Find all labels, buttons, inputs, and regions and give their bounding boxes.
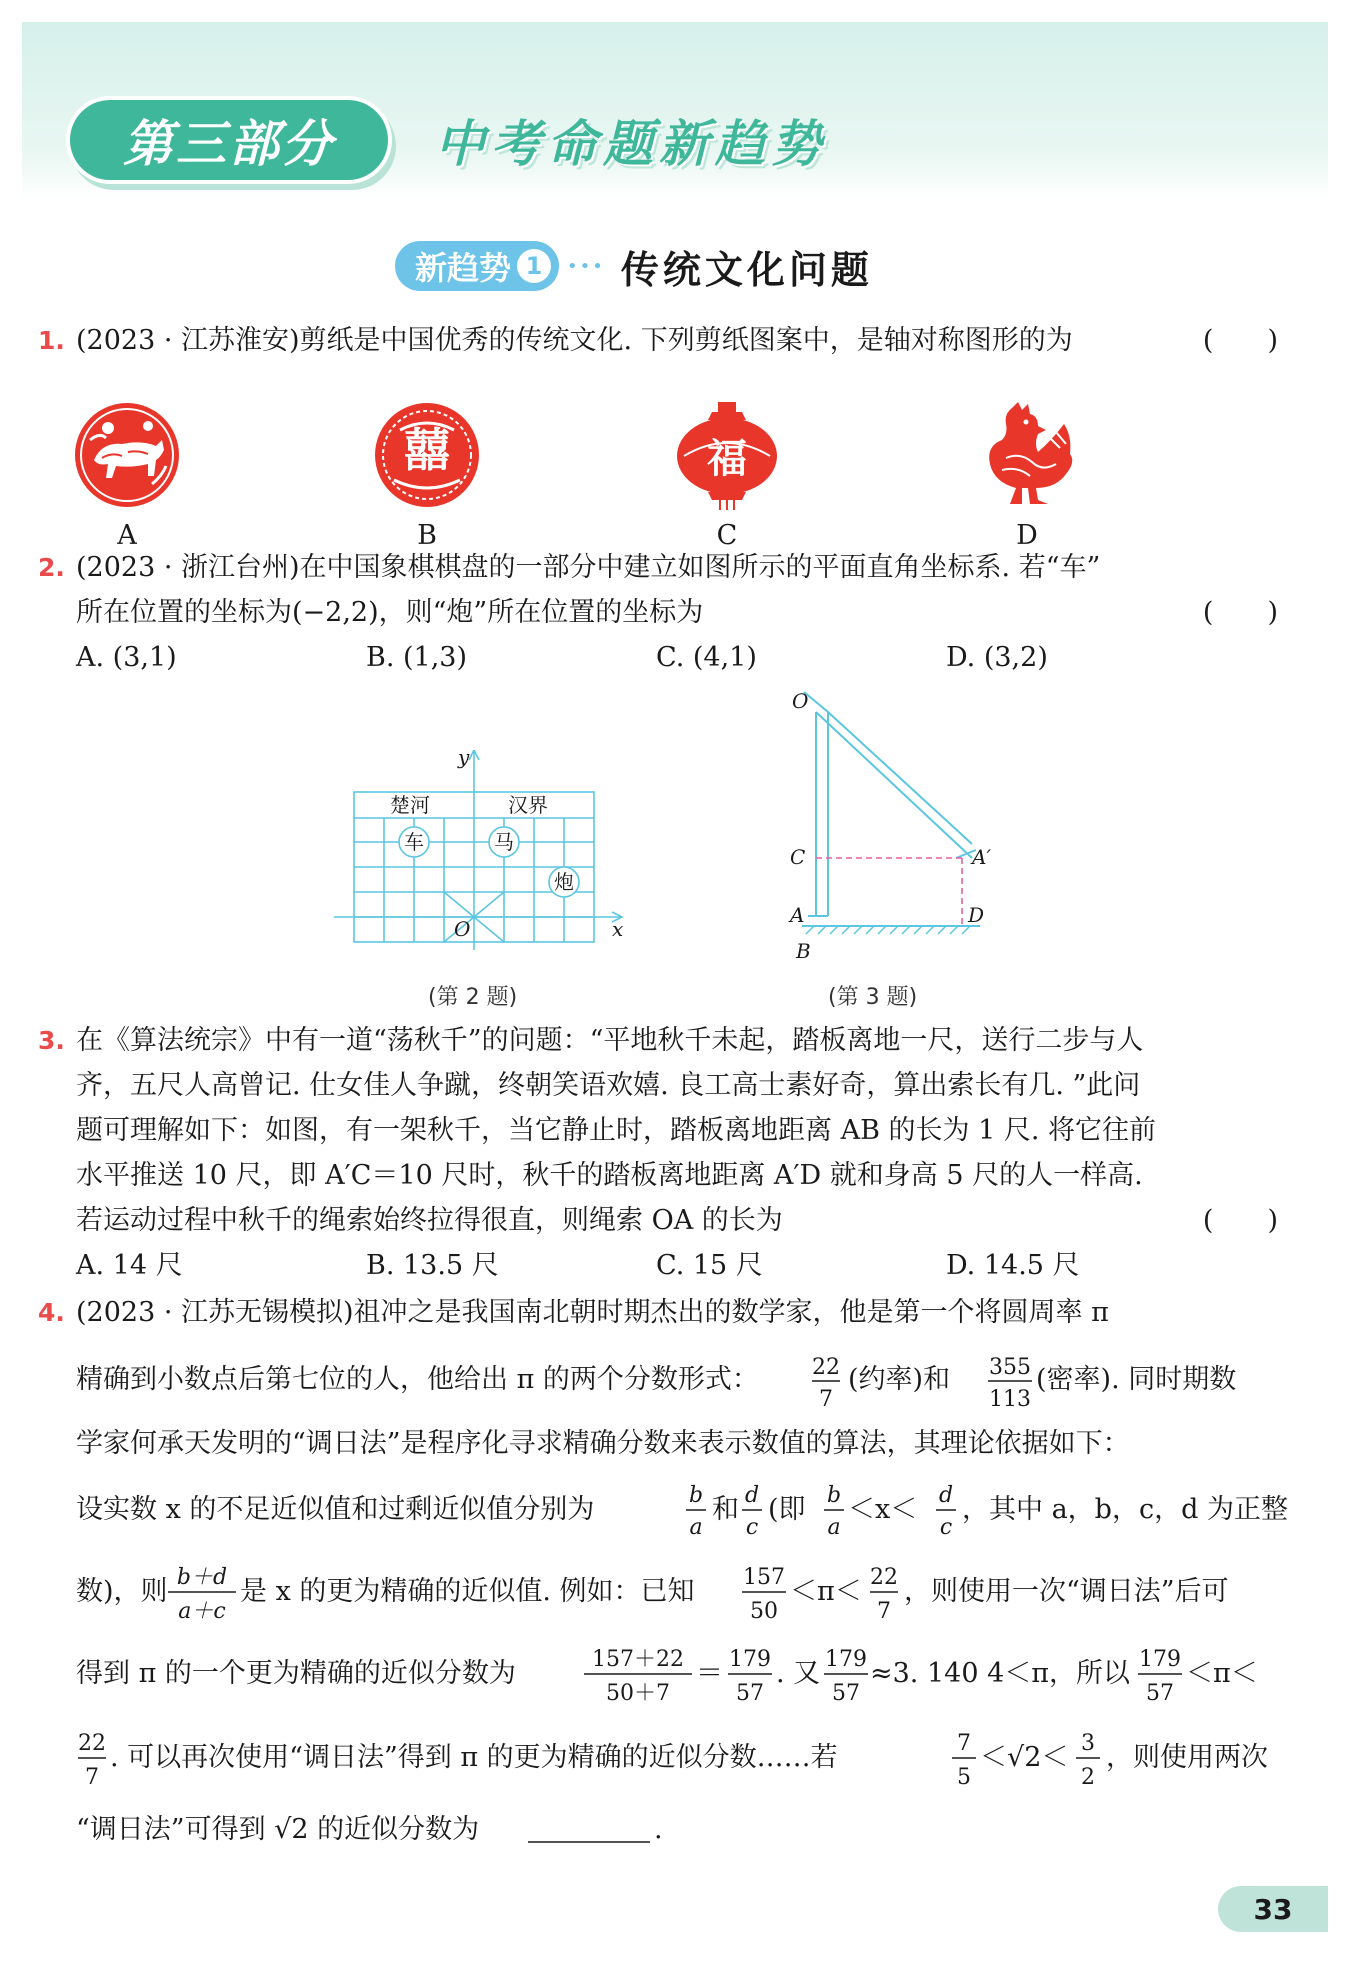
options-row — [76, 635, 1278, 680]
option-label: B — [417, 520, 437, 551]
question-text-line: 若运动过程中秋千的绳索始终拉得很直，则绳索 OA 的长为 — [76, 1205, 783, 1236]
q4-line2-c: (密率). 同时期数 — [1036, 1364, 1237, 1395]
question-text-line: 齐，五尺人高曾记. 仕女佳人争蹴，终朝笑语欢嬉. 良工高士素好奇，算出索长有几. ”此问 — [76, 1070, 1141, 1101]
topic-title: 传统文化问题 — [620, 247, 873, 292]
label-c: C — [790, 845, 806, 869]
option-a: A. (3,1) — [76, 642, 177, 673]
svg-text:179: 179 — [1139, 1647, 1181, 1672]
svg-text:b: b — [826, 1483, 842, 1508]
svg-text:157＋22: 157＋22 — [592, 1647, 684, 1672]
label-b: B — [796, 939, 811, 963]
part-label: 第三部分 — [70, 100, 388, 180]
svg-text:c: c — [745, 1515, 759, 1540]
glyph-fu: 福 — [707, 436, 747, 482]
q4-line5-a: 数)，则 — [76, 1576, 168, 1607]
option-b: B. 13.5 尺 — [366, 1250, 499, 1281]
svg-text:57: 57 — [1146, 1681, 1174, 1706]
svg-text:57: 57 — [832, 1681, 860, 1706]
svg-text:a＋c: a＋c — [178, 1599, 226, 1624]
topic-heading — [395, 240, 873, 292]
svg-text:d: d — [938, 1483, 954, 1508]
question-text-line: 水平推送 10 尺，即 A′C＝10 尺时，秋千的踏板离地距离 A′D 就和身高 5 尺的人一样高. — [76, 1160, 1143, 1191]
option-c: C. 15 尺 — [656, 1250, 763, 1281]
question-number: 1. — [38, 326, 65, 355]
rooster-paper-cut-icon — [972, 400, 1082, 510]
label-d: D — [968, 903, 985, 927]
piece-ma: 马 — [494, 830, 514, 854]
label-a-prime: A′ — [972, 845, 991, 869]
svg-text:7: 7 — [819, 1387, 833, 1412]
q4-line8-b: . — [654, 1814, 663, 1845]
option-a: A. 14 尺 — [76, 1250, 183, 1281]
lantern-fu-paper-cut-icon — [672, 400, 782, 510]
svg-text:57: 57 — [736, 1681, 764, 1706]
option-b: B. (1,3) — [366, 642, 468, 673]
options-row — [76, 1243, 1278, 1288]
q4-line4-c: (即 — [768, 1494, 806, 1525]
option-d: D. 14.5 尺 — [946, 1250, 1080, 1281]
part-title: 中考命题新趋势 — [435, 115, 827, 173]
svg-text:50: 50 — [750, 1599, 778, 1624]
figure-3-caption: (第 3 题) — [828, 985, 918, 1010]
option-a — [72, 400, 182, 551]
svg-text:157: 157 — [743, 1565, 785, 1590]
option-b — [372, 400, 482, 551]
q4-line6-a: 得到 π 的一个更为精确的近似分数为 — [76, 1658, 516, 1689]
svg-text:22: 22 — [78, 1731, 106, 1756]
q4-line6-e: ＜π＜ — [1186, 1658, 1258, 1689]
topic-dots: ••• — [567, 255, 605, 277]
question-4-math-body — [0, 1330, 1350, 1870]
svg-text:c: c — [939, 1515, 953, 1540]
glyph-double-happiness: 囍 — [404, 423, 450, 477]
label-a: A — [790, 903, 805, 927]
q4-line3: 学家何承天发明的“调日法”是程序化寻求精确分数来表示数值的算法，其理论依据如下： — [76, 1428, 1130, 1459]
question-text-line: 题可理解如下：如图，有一架秋千，当它静止时，踏板离地距离 AB 的长为 1 尺. 将它往前 — [76, 1115, 1157, 1146]
svg-text:b: b — [688, 1483, 704, 1508]
han-border-label: 汉界 — [508, 793, 548, 817]
q4-line2-a: 精确到小数点后第七位的人，他给出 π 的两个分数形式： — [76, 1364, 759, 1395]
question-4 — [38, 1290, 1278, 1335]
topic-number: 1 — [517, 249, 551, 283]
question-number: 2. — [38, 553, 65, 582]
y-axis-label: y — [458, 750, 470, 769]
option-c: C. (4,1) — [656, 642, 757, 673]
question-text-line: 所在位置的坐标为(−2,2)，则“炮”所在位置的坐标为 — [76, 597, 704, 628]
q4-line4-d: ＜x＜ — [848, 1494, 918, 1525]
topic-tag — [395, 241, 559, 291]
q4-line7-c: ，则使用两次 — [1106, 1742, 1268, 1773]
answer-bracket: ( ) — [1202, 325, 1278, 356]
q4-line7-a: . 可以再次使用“调日法”得到 π 的更为精确的近似分数……若 — [110, 1742, 838, 1773]
topic-tag-text: 新趋势 — [415, 249, 512, 287]
svg-text:50＋7: 50＋7 — [606, 1681, 670, 1706]
swing-figure — [780, 690, 1020, 970]
chess-board-figure — [320, 750, 640, 950]
svg-text:a: a — [689, 1515, 703, 1540]
option-label: A — [117, 520, 137, 551]
answer-bracket: ( ) — [1202, 597, 1278, 628]
svg-text:22: 22 — [812, 1355, 840, 1380]
double-happiness-paper-cut-icon — [372, 400, 482, 510]
x-axis-label: x — [612, 917, 624, 941]
svg-text:113: 113 — [989, 1387, 1031, 1412]
question-1 — [38, 318, 1278, 363]
q4-line8-a: “调日法”可得到 √2 的近似分数为 — [76, 1814, 480, 1845]
answer-bracket: ( ) — [1202, 1205, 1278, 1236]
piece-che: 车 — [404, 830, 424, 854]
question-text-line: (2023 · 浙江台州)在中国象棋棋盘的一部分中建立如图所示的平面直角坐标系. 若“车” — [76, 552, 1101, 583]
svg-text:355: 355 — [989, 1355, 1031, 1380]
svg-text:7: 7 — [85, 1765, 99, 1790]
q4-line2-b: (约率)和 — [848, 1364, 951, 1395]
svg-text:b＋d: b＋d — [176, 1565, 228, 1590]
q4-line6-d: ≈3. 140 4＜π，所以 — [870, 1658, 1131, 1689]
ox-paper-cut-icon — [72, 400, 182, 510]
origin-label: O — [454, 917, 471, 941]
question-2 — [38, 545, 1278, 680]
svg-text:3: 3 — [1081, 1731, 1095, 1756]
paper-cut-options — [60, 400, 1120, 551]
question-text-line: (2023 · 江苏无锡模拟)祖冲之是我国南北朝时期杰出的数学家，他是第一个将圆周率 π — [76, 1297, 1109, 1328]
q4-line5-d: ，则使用一次“调日法”后可 — [904, 1576, 1229, 1607]
page-number: 33 — [1218, 1886, 1328, 1932]
question-text: (2023 · 江苏淮安)剪纸是中国优秀的传统文化. 下列剪纸图案中，是轴对称图形的为 — [76, 325, 1073, 356]
svg-text:7: 7 — [957, 1731, 971, 1756]
option-label: D — [1016, 520, 1038, 551]
q4-line6-b: ＝ — [696, 1658, 723, 1689]
q4-line7-b: ＜√2＜ — [980, 1742, 1069, 1773]
svg-text:2: 2 — [1081, 1765, 1095, 1790]
svg-text:179: 179 — [825, 1647, 867, 1672]
svg-text:179: 179 — [729, 1647, 771, 1672]
label-o: O — [792, 690, 809, 713]
q4-line4-e: ，其中 a，b，c，d 为正整 — [962, 1494, 1288, 1525]
question-number: 4. — [38, 1298, 65, 1327]
question-number: 3. — [38, 1026, 65, 1055]
q4-line5-c: ＜π＜ — [790, 1576, 862, 1607]
svg-text:a: a — [827, 1515, 841, 1540]
svg-text:5: 5 — [957, 1765, 971, 1790]
chu-river-label: 楚河 — [390, 793, 430, 817]
question-text-line: 在《算法统宗》中有一道“荡秋千”的问题：“平地秋千未起，踏板离地一尺，送行二步与人 — [76, 1025, 1144, 1056]
svg-text:22: 22 — [870, 1565, 898, 1590]
q4-line4-a: 设实数 x 的不足近似值和过剩近似值分别为 — [76, 1494, 595, 1525]
option-c — [672, 400, 782, 551]
q4-line4-b: 和 — [712, 1494, 739, 1525]
question-3 — [38, 1018, 1278, 1288]
option-d: D. (3,2) — [946, 642, 1048, 673]
option-label: C — [716, 520, 738, 551]
q4-line6-c: . 又 — [776, 1658, 821, 1689]
svg-text:7: 7 — [877, 1599, 891, 1624]
q4-line5-b: 是 x 的更为精确的近似值. 例如：已知 — [240, 1576, 695, 1607]
svg-text:d: d — [744, 1483, 760, 1508]
figure-2-caption: (第 2 题) — [428, 985, 518, 1010]
piece-pao: 炮 — [554, 870, 574, 894]
option-d — [972, 400, 1082, 551]
